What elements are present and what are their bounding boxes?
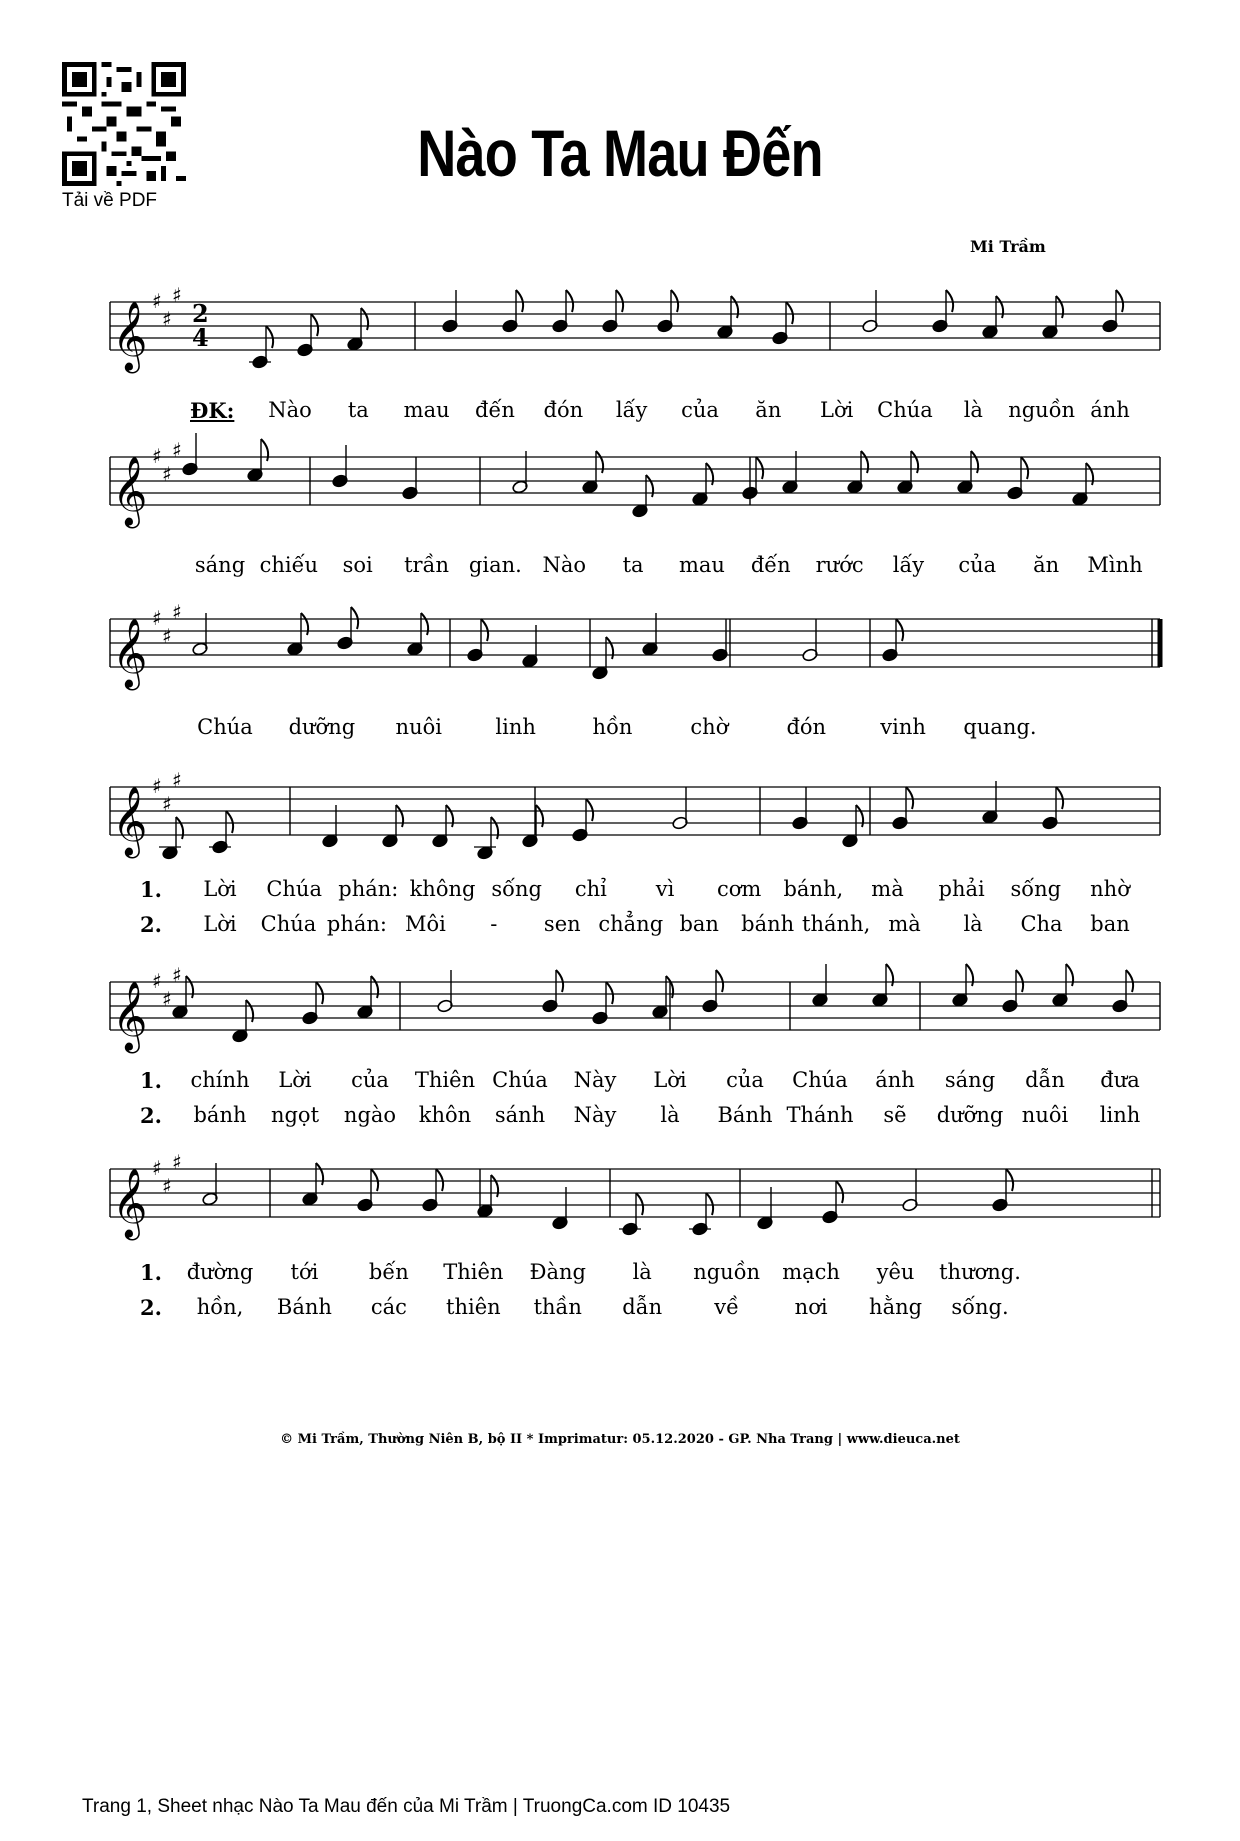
lyric-syllable: chỉ <box>574 877 607 901</box>
note <box>402 457 419 500</box>
note <box>337 607 358 650</box>
note <box>792 787 809 830</box>
note <box>442 290 459 333</box>
note <box>297 314 318 357</box>
lyric-syllable: Này <box>573 1068 617 1092</box>
lyric-syllable: mau <box>403 398 450 422</box>
lyric-syllable: nuôi <box>1021 1103 1069 1127</box>
lyric-syllable: Lời <box>653 1068 687 1092</box>
lyric-syllable: Chúa <box>266 877 322 901</box>
lyrics-verse-row <box>110 912 1160 940</box>
sharp-icon: ♯ <box>162 307 172 331</box>
refrain-label: ĐK: <box>190 398 235 423</box>
lyric-syllable: nhờ <box>1090 877 1130 901</box>
lyric-syllable: Thiên <box>414 1068 476 1092</box>
sharp-icon: ♯ <box>152 1156 162 1180</box>
lyric-syllable: Chúa <box>260 912 317 936</box>
lyric-syllable: Chúa <box>877 398 933 422</box>
lyric-syllable: chẳng <box>598 912 664 936</box>
staff-system-2 <box>110 438 1160 535</box>
note <box>702 970 723 1013</box>
lyric-syllable: dưỡng <box>288 715 356 739</box>
lyric-syllable: Thiên <box>443 1260 504 1284</box>
note <box>772 302 793 345</box>
lyric-syllable: phán: <box>338 877 399 901</box>
lyric-syllable: thánh, <box>802 912 871 936</box>
lyric-syllable: nguồn <box>693 1260 761 1284</box>
lyric-syllable: chiếu <box>259 553 319 577</box>
note <box>302 982 323 1025</box>
lyric-syllable: vinh <box>880 715 926 739</box>
lyric-syllable: ban <box>1090 912 1130 936</box>
lyric-syllable: lấy <box>892 553 925 577</box>
lyric-syllable: Lời <box>203 912 237 936</box>
lyric-syllable: bánh <box>193 1103 247 1127</box>
music-staff <box>110 963 1160 1060</box>
lyric-syllable: sẽ <box>883 1103 907 1127</box>
treble-clef-icon: 𝄞 <box>112 1168 148 1238</box>
lyric-syllable: đến <box>475 398 515 422</box>
note <box>357 1169 378 1212</box>
note <box>552 290 573 333</box>
note <box>1102 290 1123 333</box>
lyrics-refrain-2 <box>110 553 1160 581</box>
lyric-syllable: tới <box>290 1260 319 1284</box>
lyric-syllable: Chúa <box>492 1068 548 1092</box>
lyric-syllable: bến <box>368 1260 409 1284</box>
staff-system-1 <box>110 283 1160 380</box>
lyric-syllable: ban <box>679 912 719 936</box>
lyric-syllable: bánh <box>741 912 795 936</box>
note <box>572 799 593 842</box>
lyric-syllable: ta <box>622 553 644 577</box>
note <box>802 619 819 662</box>
lyric-syllable: của <box>726 1068 764 1092</box>
note <box>932 290 953 333</box>
lyric-syllable: phải <box>938 877 985 901</box>
lyric-syllable: sen <box>543 912 581 936</box>
sharp-icon: ♯ <box>172 438 182 462</box>
sharp-icon: ♯ <box>172 963 182 987</box>
time-signature-top: 2 <box>192 299 209 328</box>
lyric-syllable: sống <box>491 877 542 901</box>
lyric-syllable: sánh <box>494 1103 546 1127</box>
note <box>182 433 199 476</box>
note <box>672 787 689 830</box>
treble-clef-icon: 𝄞 <box>112 981 148 1051</box>
note <box>437 970 454 1013</box>
lyric-syllable: đường <box>186 1260 254 1284</box>
page-info: Trang 1, Sheet nhạc Nào Ta Mau đến của Mi Trầm | TruongCa.com ID 10435 <box>82 1796 731 1817</box>
lyric-syllable: ánh <box>1090 398 1130 422</box>
lyric-syllable: thương. <box>939 1260 1021 1284</box>
lyric-syllable: mà <box>871 877 904 901</box>
lyric-syllable: - <box>490 912 498 936</box>
note <box>822 1181 843 1224</box>
lyric-syllable: Nào <box>268 398 312 422</box>
lyric-syllable: mà <box>888 912 921 936</box>
lyric-syllable: Lời <box>820 398 854 422</box>
note <box>882 619 903 662</box>
verse-number: 1. <box>140 1068 162 1093</box>
lyric-syllable: các <box>370 1295 407 1319</box>
sharp-icon: ♯ <box>172 283 182 307</box>
note <box>712 619 729 662</box>
lyric-syllable: ăn <box>755 398 782 422</box>
note <box>247 439 268 482</box>
lyric-syllable: dẫn <box>1025 1068 1065 1092</box>
lyric-syllable: ta <box>347 398 369 422</box>
lyric-syllable: là <box>632 1260 652 1284</box>
note <box>1112 970 1133 1013</box>
lyric-syllable: sống <box>1010 877 1062 901</box>
lyrics-refrain-3 <box>110 715 1160 743</box>
music-staff <box>110 600 1160 697</box>
lyric-syllable: của <box>958 553 997 577</box>
staff-system-6 <box>110 1150 1160 1247</box>
note <box>619 1193 643 1236</box>
lyric-syllable: linh <box>495 715 536 739</box>
lyric-syllable: của <box>351 1068 389 1092</box>
lyric-syllable: đưa <box>1100 1068 1140 1092</box>
sharp-icon: ♯ <box>162 792 172 816</box>
lyric-syllable: ngào <box>343 1103 397 1127</box>
sharp-icon: ♯ <box>162 987 172 1011</box>
lyric-syllable: về <box>714 1295 740 1319</box>
lyric-syllable: rước <box>815 553 864 577</box>
lyric-syllable: sống. <box>951 1295 1009 1319</box>
sharp-icon: ♯ <box>172 600 182 624</box>
lyric-syllable: lấy <box>615 398 648 422</box>
lyric-syllable: hồn, <box>196 1295 244 1319</box>
staff-system-3 <box>110 600 1160 697</box>
note <box>592 982 613 1025</box>
lyric-syllable: Nào <box>542 553 586 577</box>
lyric-syllable: là <box>660 1103 680 1127</box>
lyric-syllable: bánh, <box>783 877 844 901</box>
lyrics-verse-row <box>110 1295 1160 1323</box>
lyric-syllable: không <box>409 877 476 901</box>
lyric-syllable: hồn <box>592 715 633 739</box>
lyric-syllable: khôn <box>418 1103 472 1127</box>
lyric-syllable: Thánh <box>786 1103 854 1127</box>
sharp-icon: ♯ <box>152 969 162 993</box>
lyric-syllable: Môi <box>404 912 446 936</box>
lyrics-verse-row <box>110 1068 1160 1096</box>
lyric-syllable: linh <box>1099 1103 1141 1127</box>
note <box>742 457 763 500</box>
lyric-syllable: Mình <box>1087 553 1143 577</box>
note <box>502 290 523 333</box>
lyric-syllable: Đàng <box>529 1260 586 1284</box>
music-staff <box>110 283 1160 380</box>
lyric-syllable: quang. <box>963 715 1037 739</box>
lyric-syllable: mau <box>678 553 725 577</box>
treble-clef-icon: 𝄞 <box>112 301 148 371</box>
note <box>862 290 879 333</box>
song-title: Nào Ta Mau Đến <box>417 116 823 190</box>
note <box>1002 970 1023 1013</box>
note <box>812 964 829 1007</box>
note <box>902 1169 919 1212</box>
lyric-syllable: Chúa <box>792 1068 848 1092</box>
note <box>952 964 973 1007</box>
lyric-syllable: thiên <box>446 1295 501 1319</box>
lyric-syllable: nguồn <box>1008 398 1076 422</box>
lyric-syllable: Bánh <box>717 1103 773 1127</box>
lyric-syllable: dẫn <box>622 1295 663 1319</box>
lyric-syllable: ăn <box>1033 553 1060 577</box>
sharp-icon: ♯ <box>162 462 172 486</box>
music-staff <box>110 438 1160 535</box>
lyric-syllable: hằng <box>869 1295 923 1319</box>
lyrics-verse-row <box>110 1260 1160 1288</box>
time-signature-bottom: 4 <box>192 323 209 352</box>
lyric-syllable: Bánh <box>276 1295 332 1319</box>
note <box>892 787 913 830</box>
verse-number: 1. <box>140 1260 162 1285</box>
note <box>872 964 893 1007</box>
lyric-syllable: ngọt <box>270 1103 320 1127</box>
sharp-icon: ♯ <box>162 1174 172 1198</box>
note <box>689 1193 713 1236</box>
lyric-syllable: là <box>963 398 983 422</box>
lyric-syllable: Chúa <box>197 715 253 739</box>
sharp-icon: ♯ <box>172 768 182 792</box>
lyric-syllable: nuôi <box>395 715 442 739</box>
note <box>1042 787 1063 830</box>
lyric-syllable: ánh <box>875 1068 915 1092</box>
note <box>657 290 678 333</box>
lyric-syllable: là <box>963 912 983 936</box>
lyric-syllable: Lời <box>278 1068 312 1092</box>
sharp-icon: ♯ <box>152 289 162 313</box>
lyrics-verse-row <box>110 877 1160 905</box>
lyric-syllable: soi <box>342 553 373 577</box>
copyright-note: © Mi Trầm, Thường Niên B, bộ II * Imprimatur: 05.12.2020 - GP. Nha Trang | www.dieuca.net <box>280 1432 960 1447</box>
lyric-syllable: chính <box>190 1068 250 1092</box>
lyrics-verse-row <box>110 1103 1160 1131</box>
lyric-syllable: sáng <box>944 1068 996 1092</box>
lyric-syllable: phán: <box>326 912 387 936</box>
note <box>209 811 233 854</box>
music-staff <box>110 768 1160 865</box>
sharp-icon: ♯ <box>152 774 162 798</box>
treble-clef-icon: 𝄞 <box>112 456 148 526</box>
note <box>602 290 623 333</box>
lyric-syllable: sáng <box>194 553 246 577</box>
sharp-icon: ♯ <box>162 624 172 648</box>
lyric-syllable: Cha <box>1020 912 1063 936</box>
lyric-syllable: đón <box>786 715 827 739</box>
composer-name: Mi Trầm <box>970 237 1046 256</box>
lyric-syllable: Lời <box>203 877 237 901</box>
note <box>422 1169 443 1212</box>
lyric-syllable: mạch <box>782 1260 840 1284</box>
note <box>1052 964 1073 1007</box>
lyric-syllable: trần <box>404 553 449 577</box>
lyric-syllable: vì <box>655 877 675 901</box>
staff-system-5 <box>110 963 1160 1060</box>
lyric-syllable: đến <box>750 553 791 577</box>
lyric-syllable: nơi <box>794 1295 828 1319</box>
music-staff <box>110 1150 1160 1247</box>
sharp-icon: ♯ <box>152 606 162 630</box>
lyric-syllable: cơm <box>716 877 762 901</box>
lyrics-refrain-1 <box>110 398 1160 426</box>
note <box>467 619 488 662</box>
treble-clef-icon: 𝄞 <box>112 786 148 856</box>
lyric-syllable: dưỡng <box>936 1103 1004 1127</box>
note <box>542 970 563 1013</box>
verse-number: 2. <box>140 1103 162 1128</box>
lyric-syllable: gian. <box>468 553 522 577</box>
verse-number: 2. <box>140 1295 162 1320</box>
lyric-syllable: Này <box>573 1103 617 1127</box>
treble-clef-icon: 𝄞 <box>112 618 148 688</box>
download-pdf-link[interactable]: Tải về PDF <box>62 190 158 211</box>
lyric-syllable: chờ <box>690 715 729 739</box>
sharp-icon: ♯ <box>172 1150 182 1174</box>
note <box>992 1169 1013 1212</box>
staff-system-4 <box>110 768 1160 865</box>
lyric-syllable: thần <box>533 1295 582 1319</box>
lyric-syllable: đón <box>543 398 584 422</box>
note <box>332 445 349 488</box>
lyric-syllable: yêu <box>876 1260 915 1284</box>
note <box>1007 457 1028 500</box>
verse-number: 2. <box>140 912 162 937</box>
verse-number: 1. <box>140 877 162 902</box>
sharp-icon: ♯ <box>152 444 162 468</box>
lyric-syllable: của <box>681 398 719 422</box>
note <box>249 326 273 369</box>
